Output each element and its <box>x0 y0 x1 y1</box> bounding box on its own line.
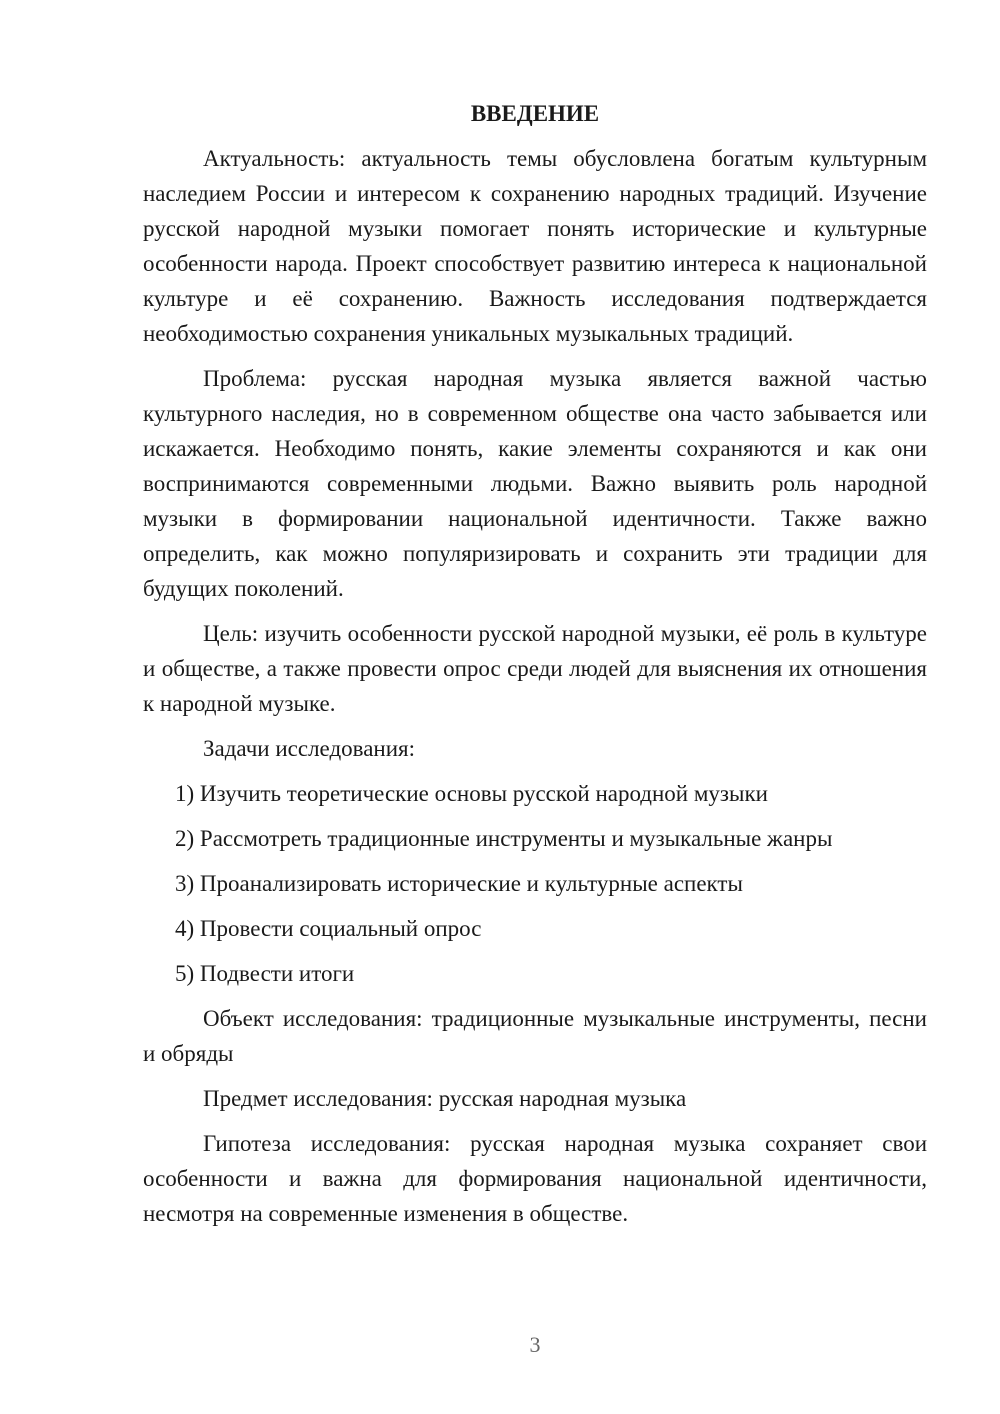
hypothesis-paragraph: Гипотеза исследования: русская народная музыка сохраняет свои особенности и важна для формирования национальной идентичности, несмотря на современные изменения в обществе. <box>143 1131 927 1226</box>
object-paragraph: Объект исследования: традиционные музыкальные инструменты, песни и обряды <box>143 1006 927 1066</box>
goal-paragraph: Цель: изучить особенности русской народной музыки, её роль в культуре и обществе, а также провести опрос среди людей для выяснения их отношения к народной музыке. <box>143 621 927 716</box>
relevance-paragraph: Актуальность: актуальность темы обусловлена богатым культурным наследием России и интересом к сохранению народных традиций. Изучение русской народной музыки помогает понять исторические и культурные особенности народа. Проект способствует развитию интереса к национальной культуре и её сохранению. Важность исследования подтверждается необходимостью сохранения уникальных музыкальных традиций. <box>143 146 927 346</box>
task-item-2: 2) Рассмотреть традиционные инструменты и музыкальные жанры <box>175 826 833 851</box>
page-number: 3 <box>529 1332 541 1357</box>
tasks-list <box>143 776 927 991</box>
subject-paragraph: Предмет исследования: русская народная музыка <box>203 1086 687 1111</box>
problem-paragraph: Проблема: русская народная музыка является важной частью культурного наследия, но в современном обществе она часто забывается или искажается. Необходимо понять, какие элементы сохраняются и как они воспринимаются современными людьми. Важно выявить роль народной музыки в формировании национальной идентичности. Также важно определить, как можно популяризировать и сохранить эти традиции для будущих поколений. <box>143 366 927 601</box>
task-item-3: 3) Проанализировать исторические и культурные аспекты <box>175 871 743 896</box>
page-content <box>143 96 927 1241</box>
task-item-4: 4) Провести социальный опрос <box>175 916 482 941</box>
tasks-heading: Задачи исследования: <box>203 736 416 761</box>
task-item-1: 1) Изучить теоретические основы русской народной музыки <box>175 781 768 806</box>
page-title: ВВЕДЕНИЕ <box>470 101 600 126</box>
task-item-5: 5) Подвести итоги <box>175 961 355 986</box>
